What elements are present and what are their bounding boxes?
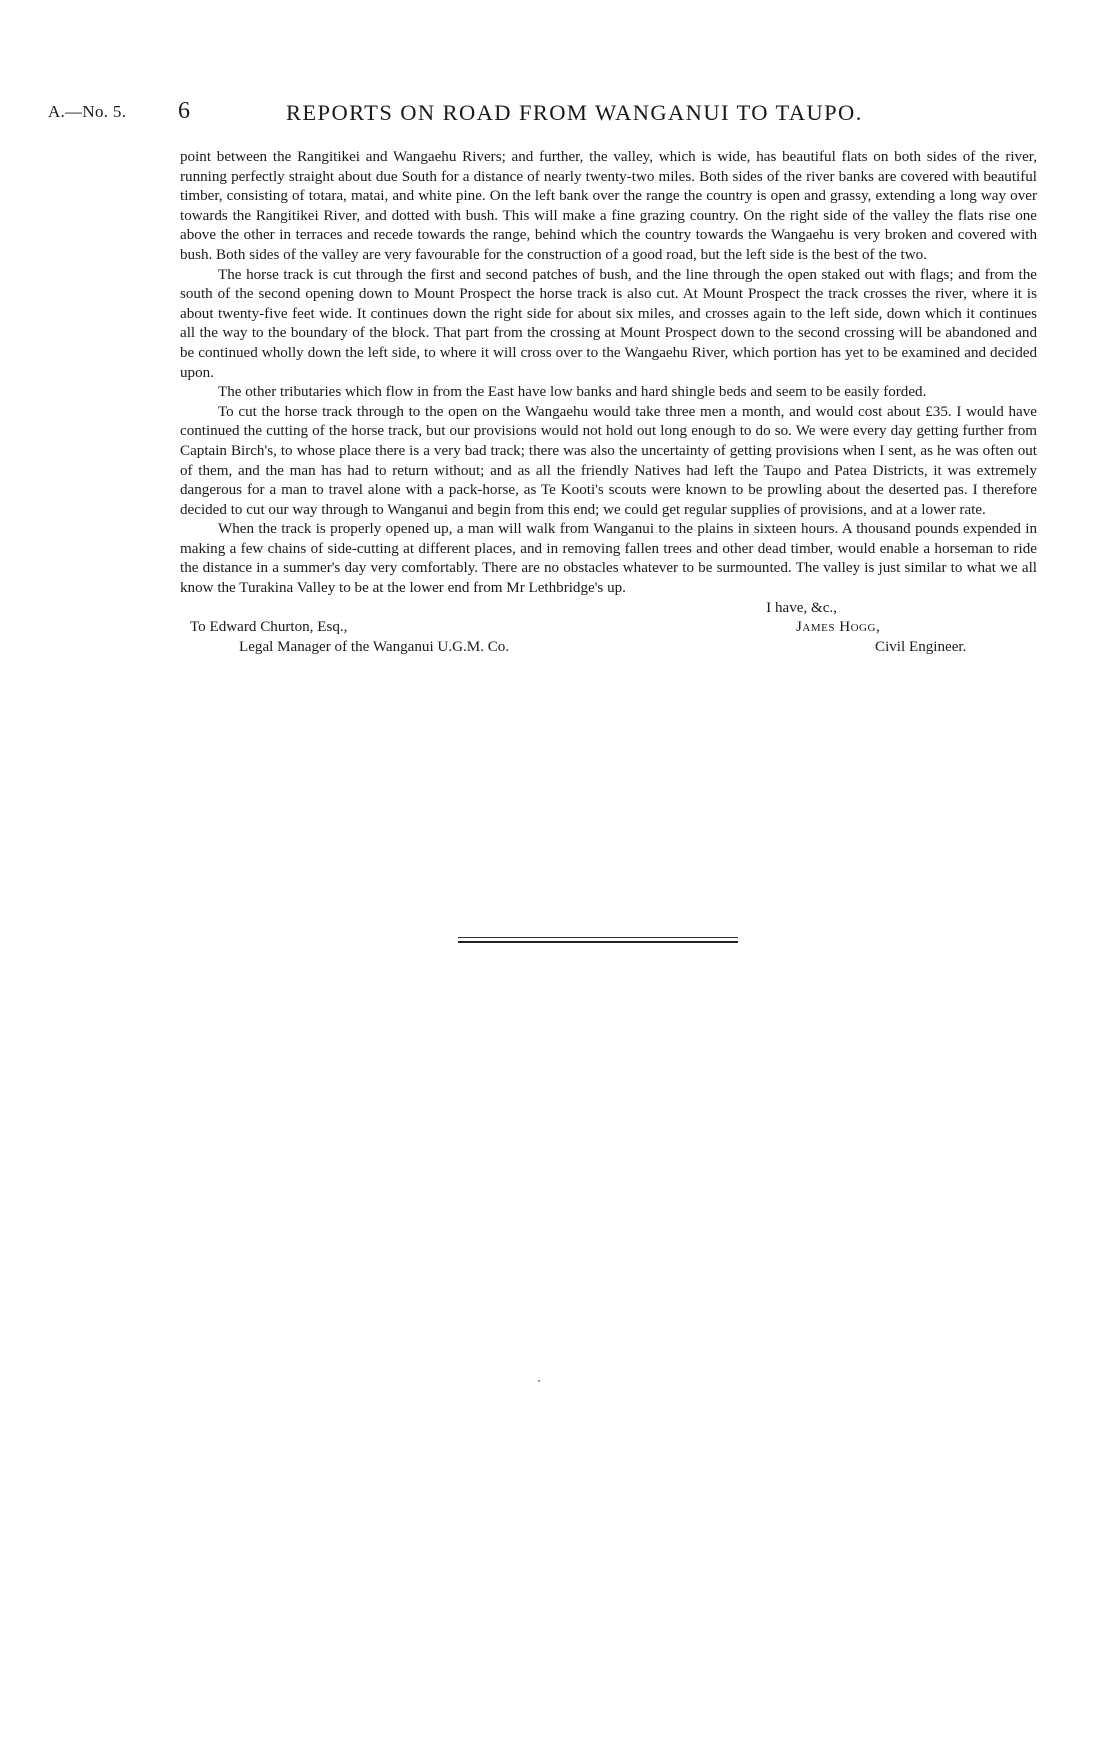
print-speck xyxy=(538,1380,540,1382)
document-reference: A.—No. 5. xyxy=(48,102,127,121)
running-title: REPORTS ON ROAD FROM WANGANUI TO TAUPO. xyxy=(286,100,863,125)
page-header xyxy=(48,98,1054,128)
paragraph-continued: point between the Rangitikei and Wangaehu Rivers; and further, the valley, which is wide, has beautiful flats on both sides of the river, running perfectly straight about due South for a distance of nearly twenty-two miles. Both sides of the river banks are covered with beautiful timber, consisting of totara, matai, and white pine. On the left bank over the range the country is open and grassy, extending a long way over towards the Rangitikei River, and dotted with bush. This will make a fine grazing country. On the right side of the valley the flats rise one above the other in terraces and recede towards the range, behind which the country towards the Wangaehu is very broken and covered with bush. Both sides of the valley are very favourable for the construction of a good road, but the left side is the best of the two. xyxy=(180,149,1037,263)
signatory-name: James Hogg, xyxy=(796,619,881,636)
paragraph: The other tributaries which flow in from the East have low banks and hard shingle beds and seem to be easily forded. xyxy=(218,384,927,401)
divider-line-thin xyxy=(458,937,738,938)
addressee-name: To Edward Churton, Esq., xyxy=(190,619,348,636)
page-number: 6 xyxy=(178,98,190,124)
report-body xyxy=(180,148,1037,658)
divider-line-thick xyxy=(458,941,738,943)
paragraph: To cut the horse track through to the open on the Wangaehu would take three men a month, and would cost about £35. I would have continued the cutting of the horse track, but our provisions would not hold out long enough to do so. We were every day getting further from Captain Birch's, to whose place there is a very bad track; there was also the uncertainty of getting provisions when I sent, as he was often out of them, and the man has had to return without; and as all the friendly Natives had left the Taupo and Patea Districts, it was extremely dangerous for a man to travel alone with a pack-horse, as Te Kooti's scouts were known to be prowling about the deserted pas. I therefore decided to cut our way through to Wanganui and begin from this end; we could get regular supplies of provisions, and at a lower rate. xyxy=(180,403,1037,518)
section-divider xyxy=(458,937,738,943)
paragraph: When the track is properly opened up, a man will walk from Wanganui to the plains in sixteen hours. A thousand pounds expended in making a few chains of side-cutting at different places, and in removing fallen trees and other dead timber, would enable a horseman to ride the distance in a summer's day very comfortably. There are no obstacles whatever to be surmounted. The valley is just similar to what we all know the Turakina Valley to be at the lower end from Mr Lethbridge's up. xyxy=(180,521,1037,597)
addressee-role: Legal Manager of the Wanganui U.G.M. Co. xyxy=(239,638,510,655)
closing-salutation: I have, &c., xyxy=(766,599,837,616)
paragraph: The horse track is cut through the first and second patches of bush, and the line through the open staked out with flags; and from the south of the second opening down to Mount Prospect the horse track is also cut. At Mount Prospect the track crosses the river, where it is about twenty-five feet wide. It continues down the right side for about six miles, and crosses again to the left side, down which it continues all the way to the boundary of the block. That part from the crossing at Mount Prospect down to the second crossing will be abandoned and be continued wholly down the left side, to where it will cross over to the Wangaehu River, which portion has yet to be examined and decided upon. xyxy=(180,266,1037,381)
signatory-title: Civil Engineer. xyxy=(875,638,967,655)
signature-block xyxy=(180,618,1037,658)
